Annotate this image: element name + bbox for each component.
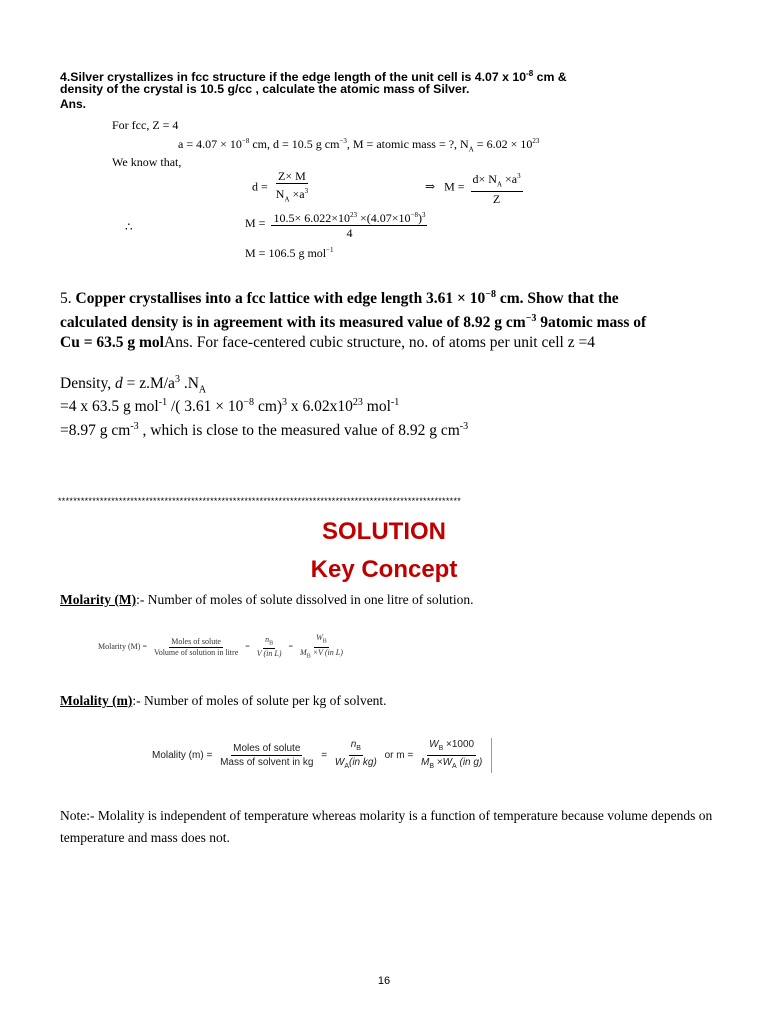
- star-divider: **********************************************************************************************************: [58, 496, 462, 506]
- q4-statement-line2: density of the crystal is 10.5 g/cc , calculate the atomic mass of Silver.: [60, 82, 470, 96]
- solution-title: SOLUTION: [322, 518, 446, 545]
- q4-ans-label: Ans.: [60, 97, 87, 111]
- molarity-definition: Molarity (M):- Number of moles of solute dissolved in one litre of solution.: [60, 592, 474, 607]
- q5-statement-line1: 5. Copper crystallises into a fcc lattice with edge length $3.61 \times 10^{-8}$ cm. Show that the: [60, 289, 619, 308]
- molality-formula: Molality (m) = $\frac{\text{Moles of solute}}{\text{Mass of solvent in kg}}$ = $\frac{n_B}{W_A(in kg)}$ or m = $\frac{W_B \times 1000}{M_B \times W_A (in g)}$: [152, 738, 492, 773]
- molarity-formula: Molarity (M) = $\frac{\text{Moles of solute}}{\text{Volume of solution in litre}}$ = $\frac{n_B}{\text{V (in L)}}$ = $\frac{W_B}{M_B \times V (in L)}$: [98, 633, 343, 660]
- q4-mass-formula: ⇒ M = $\frac{d\times N_A \times a^3}{Z}$: [425, 169, 526, 206]
- q4-for-fcc: For fcc, Z = 4: [112, 118, 179, 132]
- q5-statement-line2: calculated density is in agreement with its measured value of 8.92 g $cm^{-3}$ 9atomic mass of: [60, 313, 647, 332]
- q4-statement-line1: 4.Silver crystallizes in fcc structure if the edge length of the unit cell is 4.07 x $10^{-8}$ cm &: [60, 69, 567, 85]
- q5-statement-line3: Cu = 63.5 g molAns. For face-centered cubic structure, no. of atoms per unit cell z =4: [60, 334, 595, 351]
- q5-density-result: =8.97 g $cm^{-3}$ , which is close to the measured value of 8.92 g $cm^{-3}$: [60, 421, 469, 440]
- q4-given: $a = 4.07 \times 10^{-8}$ cm, d = 10.5 g $cm^{-3}$, M = atomic mass = ?, $N_A = 6.02 \times 10^{23}$: [178, 137, 540, 154]
- note-paragraph: Note:- Molality is independent of temperature whereas molarity is a function of temperature because volume depends on temperature and mass does not.: [60, 808, 713, 845]
- q4-we-know: We know that,: [112, 155, 182, 169]
- q5-density-formula: Density, $d = z.M/a^3$ $.N_A$: [60, 374, 207, 396]
- q4-therefore: ∴: [125, 220, 133, 234]
- molarity-term: Molarity (M): [60, 592, 137, 607]
- page-number: 16: [377, 975, 391, 987]
- q4-density-formula: d = $\frac{Z\times M}{N_A \times a^3}$: [252, 169, 309, 204]
- molality-definition: Molality (m):- Number of moles of solute per kg of solvent.: [60, 693, 387, 708]
- q4-result: M = 106.5 g mol$^{-1}$: [245, 246, 334, 260]
- q5-density-substitution: =4 x 63.5 g mol$^{-1}$ /( $3.61 \times 10^{-8}$ cm)$^3$ x $6.02x10^{23}$ mol$^{-1}$: [60, 397, 400, 416]
- q4-calculation: M = $\frac{10.5\times 6.022\times 10^{23} \times(4.07\times 10^{-8})^3}{4}$: [245, 208, 430, 240]
- molality-term: Molality (m): [60, 693, 133, 708]
- key-concept-title: Key Concept: [310, 556, 458, 583]
